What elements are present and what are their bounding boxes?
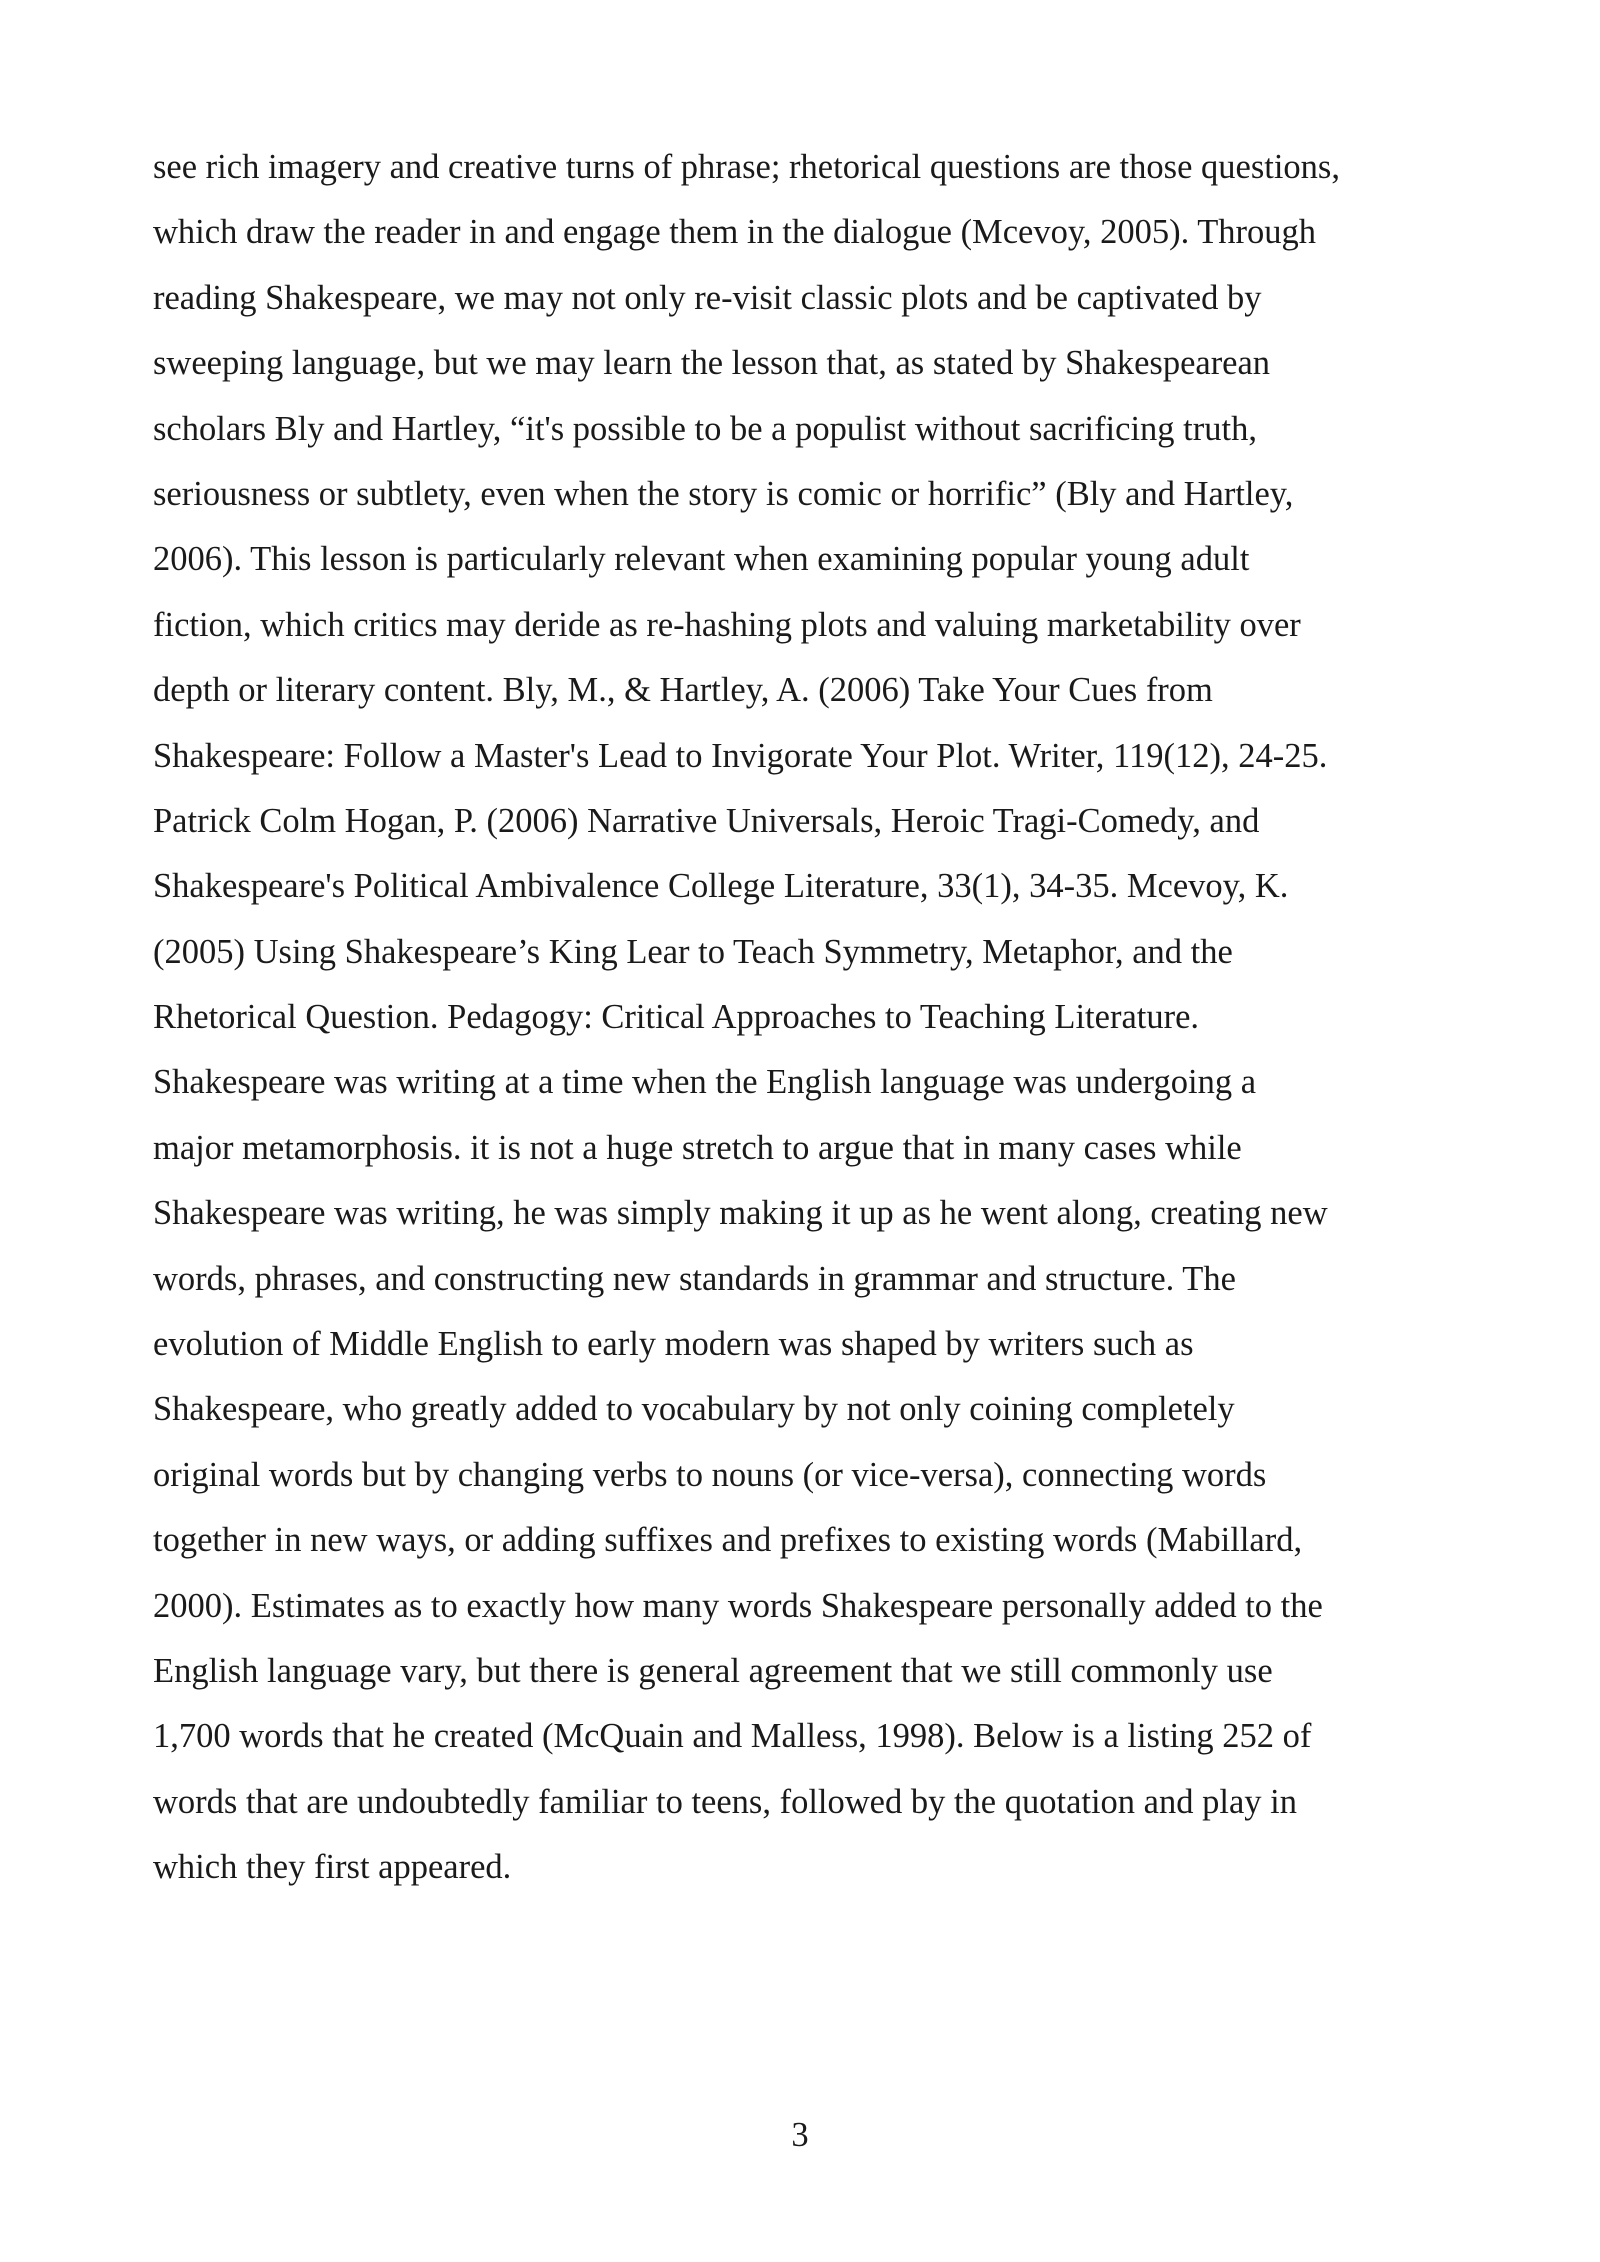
- text-line: words, phrases, and constructing new standards in grammar and structure. The: [153, 1259, 1236, 1298]
- text-line: Shakespeare: Follow a Master's Lead to Invigorate Your Plot. Writer, 119(12), 24-25.: [153, 736, 1328, 775]
- text-line: words that are undoubtedly familiar to teens, followed by the quotation and play in: [153, 1782, 1297, 1821]
- text-line: together in new ways, or adding suffixes and prefixes to existing words (Mabillard,: [153, 1521, 1303, 1560]
- text-line: English language vary, but there is general agreement that we still commonly use: [153, 1651, 1273, 1690]
- text-line: which they first appeared.: [153, 1848, 512, 1887]
- text-line: sweeping language, but we may learn the lesson that, as stated by Shakespearean: [153, 344, 1271, 383]
- text-line: original words but by changing verbs to nouns (or vice-versa), connecting words: [153, 1455, 1267, 1494]
- text-line: Shakespeare, who greatly added to vocabulary by not only coining completely: [153, 1390, 1235, 1429]
- text-line: evolution of Middle English to early modern was shaped by writers such as: [153, 1325, 1194, 1364]
- text-line: Shakespeare was writing, he was simply making it up as he went along, creating new: [153, 1194, 1328, 1233]
- text-line: reading Shakespeare, we may not only re-visit classic plots and be captivated by: [153, 278, 1262, 317]
- text-line: 2000). Estimates as to exactly how many words Shakespeare personally added to the: [153, 1586, 1323, 1625]
- page-number: 3: [791, 2116, 809, 2154]
- text-line: depth or literary content. Bly, M., & Hartley, A. (2006) Take Your Cues from: [153, 671, 1213, 710]
- text-line: see rich imagery and creative turns of phrase; rhetorical questions are those questions,: [153, 148, 1340, 186]
- text-line: (2005) Using Shakespeare’s King Lear to Teach Symmetry, Metaphor, and the: [153, 932, 1233, 971]
- text-line: major metamorphosis. it is not a huge stretch to argue that in many cases while: [153, 1128, 1242, 1167]
- text-line: Shakespeare was writing at a time when the English language was undergoing a: [153, 1063, 1257, 1102]
- text-line: scholars Bly and Hartley, “it's possible to be a populist without sacrificing truth,: [153, 409, 1257, 448]
- text-line: seriousness or subtlety, even when the story is comic or horrific” (Bly and Hartley,: [153, 474, 1294, 513]
- text-line: 1,700 words that he created (McQuain and Malless, 1998). Below is a listing 252 of: [153, 1717, 1312, 1756]
- text-line: fiction, which critics may deride as re-hashing plots and valuing marketability over: [153, 605, 1301, 644]
- text-line: Patrick Colm Hogan, P. (2006) Narrative Universals, Heroic Tragi-Comedy, and: [153, 801, 1260, 840]
- text-line: which draw the reader in and engage them in the dialogue (Mcevoy, 2005). Through: [153, 213, 1317, 252]
- text-line: Shakespeare's Political Ambivalence College Literature, 33(1), 34-35. Mcevoy, K.: [153, 867, 1289, 906]
- body-paragraph: [153, 135, 1463, 1901]
- text-line: 2006). This lesson is particularly relevant when examining popular young adult: [153, 540, 1250, 579]
- text-line: Rhetorical Question. Pedagogy: Critical Approaches to Teaching Literature.: [153, 998, 1200, 1037]
